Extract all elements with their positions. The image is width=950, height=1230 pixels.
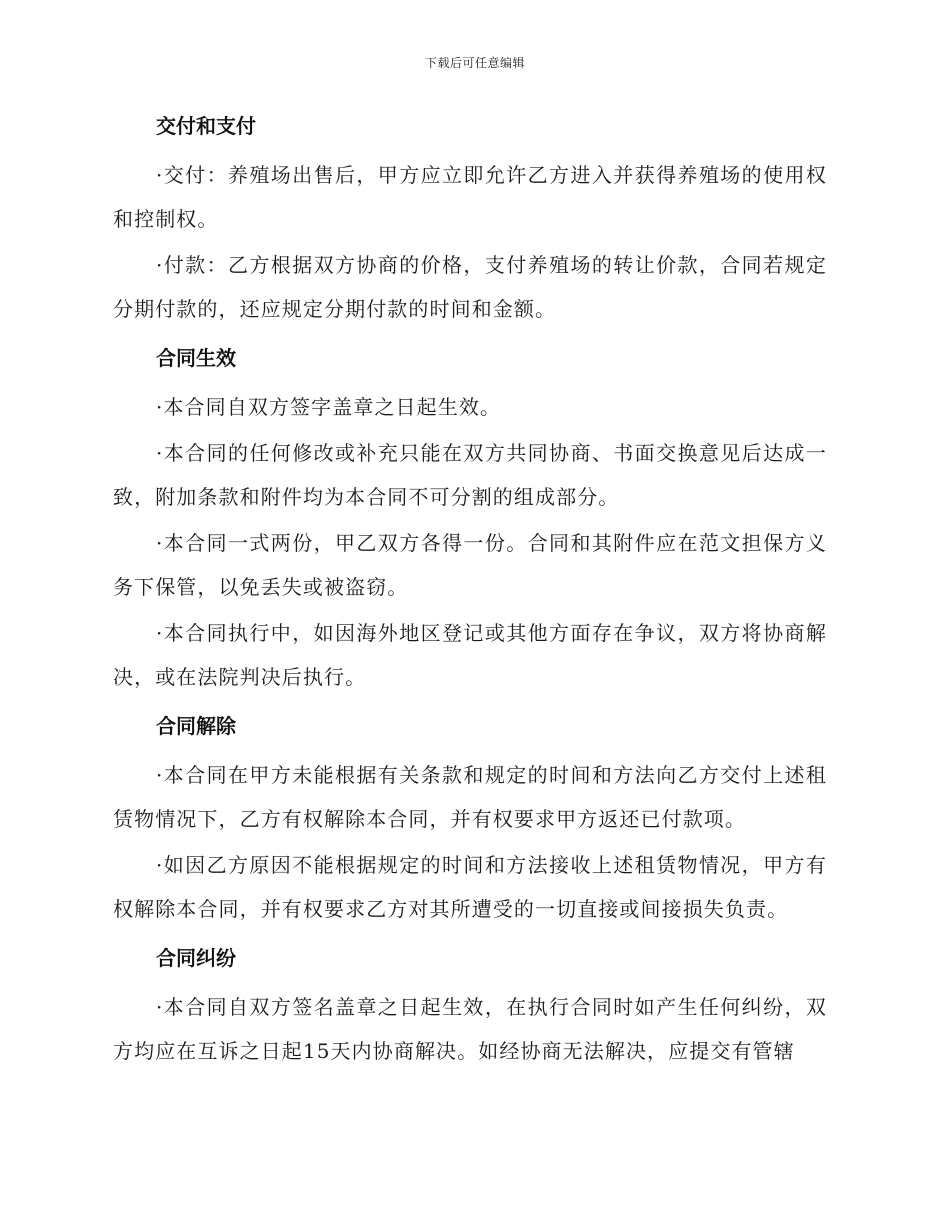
paragraph: ·付款：乙方根据双方协商的价格，支付养殖场的转让价款，合同若规定分期付款的，还应规定分期付款的时间和金额。 xyxy=(113,253,827,321)
running-header: 下载后可任意编辑 xyxy=(424,56,525,70)
paragraph: ·本合同自双方签字盖章之日起生效。 xyxy=(156,395,502,419)
paragraph: ·本合同一式两份，甲乙双方各得一份。合同和其附件应在范文担保方义务下保管，以免丢失或被盗窃。 xyxy=(113,531,827,599)
paragraph: ·本合同的任何修改或补充只能在双方共同协商、书面交换意见后达成一致，附加条款和附件均为本合同不可分割的组成部分。 xyxy=(113,441,827,509)
section-delivery-payment xyxy=(113,109,827,331)
paragraph: ·如因乙方原因不能根据规定的时间和方法接收上述租赁物情况，甲方有权解除本合同，并有权要求乙方对其所遭受的一切直接或间接损失负责。 xyxy=(113,853,827,921)
paragraph: ·交付：养殖场出售后，甲方应立即允许乙方进入并获得养殖场的使用权和控制权。 xyxy=(113,163,827,231)
section-title: 合同生效 xyxy=(156,346,236,370)
paragraph: ·本合同自双方签名盖章之日起生效，在执行合同时如产生任何纠纷，双方均应在互诉之日起15天内协商解决。如经协商无法解决，应提交有管辖 xyxy=(113,995,827,1063)
paragraph: ·本合同执行中，如因海外地区登记或其他方面存在争议，双方将协商解决，或在法院判决后执行。 xyxy=(113,621,827,689)
section-title: 合同解除 xyxy=(156,714,236,738)
section-contract-dispute xyxy=(113,941,827,1073)
document-body xyxy=(113,109,827,1075)
section-contract-termination xyxy=(113,709,827,931)
paragraph: ·本合同在甲方未能根据有关条款和规定的时间和方法向乙方交付上述租赁物情况下，乙方有权解除本合同，并有权要求甲方返还已付款项。 xyxy=(113,763,827,831)
section-title: 交付和支付 xyxy=(156,114,256,138)
section-title: 合同纠纷 xyxy=(156,946,236,970)
section-contract-effect xyxy=(113,341,827,699)
